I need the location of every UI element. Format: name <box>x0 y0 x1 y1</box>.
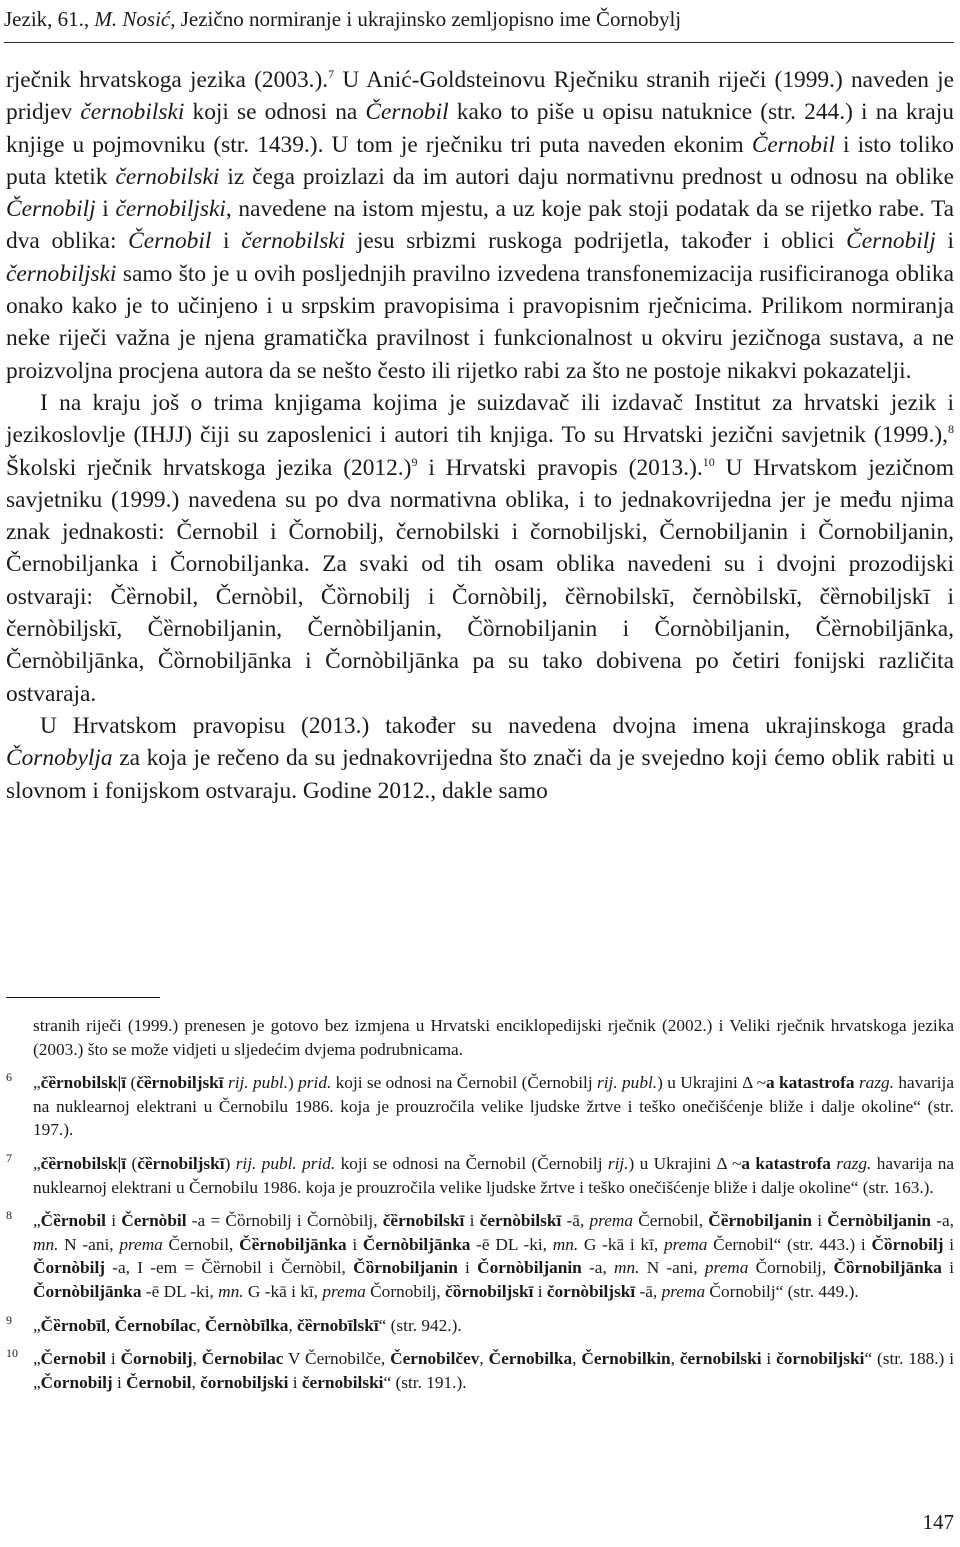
bold-text: Čȍrnobiljānka <box>833 1258 942 1278</box>
italic-text: Černobil <box>751 131 835 158</box>
text-run: „ <box>33 1073 41 1093</box>
text-run: Černobil, <box>633 1211 709 1231</box>
text-run: “ (str. 942.). <box>378 1315 462 1335</box>
text-run: -a, I -em = Čȅrnobil i Černòbil, <box>105 1258 354 1278</box>
footnote <box>6 1014 954 1061</box>
text-run: -a, <box>931 1211 954 1231</box>
text-run: , <box>288 1315 298 1335</box>
text-run: ( <box>126 1153 138 1173</box>
header-author: M. Nosić, <box>94 7 176 31</box>
text-run: “ (str. 191.). <box>383 1372 467 1392</box>
text-run: i <box>457 1258 478 1278</box>
bold-text: čȅrnobilskī <box>382 1211 465 1231</box>
bold-text: čȅrnobiljskī <box>136 1073 224 1093</box>
text-run: kako to piše u opisu natuknice (str. 244.) i na kraju knjige u pojmovniku (str. 1439.). U tom je rječniku tri puta naveden ekonim <box>6 99 954 158</box>
footnote-number: 8 <box>6 1208 12 1223</box>
text-run: koji se odnosi na <box>184 99 366 126</box>
footnote-separator <box>6 997 160 998</box>
paragraph <box>6 387 954 710</box>
footnote-ref: 7 <box>328 67 335 81</box>
italic-text: mn. <box>614 1258 640 1278</box>
paragraph <box>6 64 954 387</box>
bold-text: a katastrofa <box>766 1073 855 1093</box>
text-run: Čornobilj, <box>365 1281 446 1301</box>
italic-text: razg. <box>836 1153 872 1173</box>
text-run: I na kraju još o trima knjigama kojima je suizdavač ili izdavač Institut za hrvatski jezik i jezikoslovlje (IHJJ) čiji su zaposlenici i autori tih knjiga. To su Hrvatski jezični savjetnik (1999.), <box>6 389 954 449</box>
footnote-number: 7 <box>6 1150 12 1165</box>
italic-text: rij. <box>607 1153 629 1173</box>
italic-text: černobilski <box>241 228 346 255</box>
footnote <box>6 1209 954 1303</box>
text-run: -ē DL -ki, <box>141 1281 219 1301</box>
bold-text: Čornòbiljānka <box>33 1281 142 1301</box>
italic-text: černobiljski <box>6 260 117 287</box>
text-run: i <box>112 1372 127 1392</box>
text-run: -ē DL -ki, <box>470 1234 553 1254</box>
bold-text: čȅrnobilsk|ī <box>40 1153 127 1173</box>
text-run: havarija na nuklearnoj elektrani u Černobilu 1986. koja je prouzročila velike ljudske žrtve i teško onečišćenje bliže i dalje okoline“ (str. 197.). <box>33 1073 955 1140</box>
footnote-ref: 8 <box>948 422 954 437</box>
bold-text: černòbilskī <box>479 1211 562 1231</box>
italic-text: razg. <box>858 1073 895 1093</box>
page-number: 147 <box>922 1510 954 1534</box>
text-run: i isto toliko puta ktetik <box>6 131 955 190</box>
text-run: „ <box>33 1153 41 1173</box>
text-run: , navedene na istom mjestu, a uz koje pak stoji podatak da se rijetko rabe. Ta dva oblika: <box>6 196 955 255</box>
text-run: „ <box>33 1315 41 1335</box>
bold-text: černobilski <box>301 1372 384 1392</box>
italic-text: prema <box>704 1258 749 1278</box>
italic-text: mn. <box>218 1281 244 1301</box>
text-run: rječnik hrvatskoga jezika (2003.). <box>6 67 329 93</box>
bold-text: čȍrnobiljskī <box>445 1281 534 1301</box>
bold-text: černobilski <box>679 1349 762 1369</box>
italic-text: prema <box>661 1281 706 1301</box>
text-run: i <box>812 1211 828 1231</box>
footnote-number: 10 <box>6 1346 18 1361</box>
bold-text: Čȅrnobil <box>40 1211 106 1231</box>
text-run: , <box>670 1349 680 1369</box>
bold-text: Čornòbiljanin <box>477 1258 582 1278</box>
bold-text: Čȅrnobiljanin <box>708 1211 813 1231</box>
text-run: U Hrvatskom pravopisu (2013.) također su navedena dvojna imena ukrajinskoga grada <box>40 712 954 739</box>
bold-text: Čȍrnobiljanin <box>353 1258 458 1278</box>
text-run: “ (str. 188.) i „ <box>33 1349 955 1392</box>
text-run: Čornobilj“ (str. 449.). <box>705 1281 859 1301</box>
bold-text: čornobiljski <box>200 1372 289 1392</box>
text-run: i <box>211 228 242 255</box>
text-run: U Hrvatskom jezičnom savjetniku (1999.) navedena su po dva normativna oblika, i to jednakovrijedna jer je među njima znak jednakosti: Černobil i Čornobilj, černobilski i čornobiljski, Černobiljanin i Čornobiljanin, Černobiljanka i Čornobiljanka. Za svaki od tih osam oblika navedeni su i dvojni prozodijski ostvaraji: Čȅrnobil, Černòbil, Čȍrnobilj i Čornòbilj, čȅrnobilskī, černòbilskī, čȅrnobiljskī i černòbiljskī, Čȅrnobiljanin, Černòbiljanin, Čȍrnobiljanin i Čornòbiljanin, Čȅrnobiljānka, Černòbiljānka, Čȍrnobiljānka i Čornòbiljānka pa su tako dobivena po četiri fonijski različita ostvaraja. <box>6 454 954 707</box>
italic-text: rij. publ. <box>227 1073 289 1093</box>
text-run: G -kā i kī, <box>243 1281 323 1301</box>
footnote <box>6 1314 954 1338</box>
running-header <box>4 6 954 32</box>
italic-text: prema <box>663 1234 708 1254</box>
text-run: V Černobilče, <box>283 1349 391 1369</box>
text-run: za koja je rečeno da su jednakovrijedna što znači da je svejedno koji ćemo oblik rabiti u slovnom i fonijskom ostvaraju. Godine 2012., dakle samo <box>6 745 954 804</box>
bold-text: Černobílac <box>114 1315 197 1335</box>
text-run: Školski rječnik hrvatskoga jezika (2012.) <box>6 454 412 481</box>
text-run: „ <box>33 1349 41 1369</box>
text-run: stranih riječi (1999.) prenesen je gotovo bez izmjena u Hrvatski enciklopedijski rječnik (2002.) i Veliki rječnik hrvatskoga jezika (2003.) što se može vidjeti u sljedećim dvjema podrubnicama. <box>33 1016 954 1059</box>
italic-text: černobiljski <box>115 196 226 223</box>
bold-text: Čornobilj <box>120 1349 193 1369</box>
italic-text: Černobilj <box>6 196 96 223</box>
text-run: N -ani, <box>639 1258 705 1278</box>
header-article-title: Jezično normiranje i ukrajinsko zemljopisno ime Čornobylj <box>175 7 682 31</box>
paragraph <box>6 710 954 807</box>
bold-text: čȅrnobilsk|ī <box>40 1073 127 1093</box>
bold-text: Čornòbilj <box>33 1258 106 1278</box>
bold-text: Čȍrnobilj <box>871 1234 944 1254</box>
text-run: -a = Čȍrnobilj i Čornòbilj, <box>186 1211 383 1231</box>
text-run: ( <box>126 1073 137 1093</box>
header-rule <box>4 42 954 43</box>
bold-text: Černòbiljanin <box>827 1211 932 1231</box>
text-run: , <box>105 1315 115 1335</box>
text-run: i <box>105 1349 121 1369</box>
italic-text: mn. <box>33 1234 59 1254</box>
italic-text: černobilski <box>115 163 220 190</box>
footnote <box>6 1347 954 1394</box>
text-run: ) u Ukrajini Δ ~ <box>628 1153 742 1173</box>
italic-text: prema <box>322 1281 366 1301</box>
text-run: „ <box>33 1211 41 1231</box>
text-run: samo što je u ovih posljednjih pravilno izvedena transfonemizacija rusificiranoga oblika onako kako je to učinjeno i u srpskim pravopisima i pravopisnim rječnicima. Prilikom normiranja neke riječi važna je njena gramatička pravilnost i funkcionalnost u okviru jezičnoga sustava, a ne proizvoljna procjena autora da se nešto često ili rijetko rabi za što ne postoje nikakvi pokazatelji. <box>6 260 954 384</box>
bold-text: Černobilčev <box>390 1349 480 1369</box>
bold-text: Černobilkin <box>581 1349 671 1369</box>
text-run: ) u Ukrajini Δ ~ <box>657 1073 767 1093</box>
text-run: N -ani, <box>58 1234 120 1254</box>
bold-text: čȅrnobiljskī <box>137 1153 225 1173</box>
text-run: , <box>572 1349 582 1369</box>
bold-text: čȅrnobīlskī <box>297 1315 379 1335</box>
text-run: i Hrvatski pravopis (2013.). <box>417 454 703 481</box>
bold-text: čornobiljski <box>776 1349 865 1369</box>
text-run: i <box>943 1234 954 1254</box>
italic-text: Černobilj <box>846 228 936 255</box>
italic-text: prid. <box>298 1073 332 1093</box>
bold-text: Čornobilj <box>40 1372 113 1392</box>
text-run: i <box>346 1234 363 1254</box>
footnote <box>6 1152 954 1199</box>
footnote-ref: 9 <box>411 454 418 469</box>
text-run: Čornobilj, <box>748 1258 834 1278</box>
text-run: i <box>288 1372 302 1392</box>
bold-text: čornòbiljskī <box>546 1281 636 1301</box>
bold-text: Čȅrnobīl <box>40 1315 106 1335</box>
text-run: koji se odnosi na Černobil (Černobilj <box>335 1153 608 1173</box>
text-run: , <box>196 1315 205 1335</box>
body-text <box>6 64 954 807</box>
text-run: , <box>192 1349 202 1369</box>
text-run: iz čega proizlazi da im autori daju normativnu prednost u odnosu na oblike <box>219 163 954 190</box>
bold-text: a katastrofa <box>741 1153 831 1173</box>
text-run: , <box>191 1372 201 1392</box>
footnote <box>6 1071 954 1142</box>
text-run: ) <box>288 1073 299 1093</box>
text-run: i <box>941 1258 954 1278</box>
bold-text: Černobilka <box>488 1349 573 1369</box>
footnote-number: 6 <box>6 1070 12 1085</box>
italic-text: prema <box>119 1234 163 1254</box>
italic-text: mn. <box>552 1234 579 1254</box>
italic-text: černobilski <box>80 99 185 126</box>
italic-text: Černobil <box>365 99 449 126</box>
italic-text: prema <box>589 1211 634 1231</box>
text-run: Černobil, <box>162 1234 240 1254</box>
text-run: havarija na nuklearnoj elektrani u Černobilu 1986. koja je prouzročila velike ljudske žrtve i teško onečišćenje bliže i dalje okoline“ (str. 163.). <box>33 1153 955 1197</box>
bold-text: Černobilac <box>201 1349 284 1369</box>
header-journal: Jezik, 61., <box>4 7 95 31</box>
text-run: U Anić-Goldsteinovu Rječniku stranih riječi (1999.) naveden je pridjev <box>6 67 954 126</box>
text-run: ) <box>224 1153 236 1173</box>
text-run: i <box>105 1211 122 1231</box>
footnote-number: 9 <box>6 1312 12 1327</box>
bold-text: Černobil <box>126 1372 192 1392</box>
text-run: koji se odnosi na Černobil (Černobilj <box>331 1073 598 1093</box>
text-run: i <box>95 196 116 223</box>
text-run: i <box>935 228 955 255</box>
text-run: G -kā i kī, <box>578 1234 664 1254</box>
italic-text: rij. publ. <box>597 1073 658 1093</box>
text-run: i <box>761 1349 777 1369</box>
italic-text: rij. publ. prid. <box>235 1153 336 1173</box>
text-run: -a, <box>581 1258 615 1278</box>
bold-text: Černòbil <box>121 1211 187 1231</box>
bold-text: Černòbīlka <box>204 1315 289 1335</box>
text-run: jesu srbizmi ruskoga podrijetla, također i oblici <box>345 228 847 255</box>
italic-text: Čornobylja <box>6 745 113 772</box>
bold-text: Černobil <box>40 1349 106 1369</box>
text-run: Černobil“ (str. 443.) i <box>707 1234 872 1254</box>
text-run: -ā, <box>561 1211 590 1231</box>
text-run: -ā, <box>635 1281 662 1301</box>
bold-text: Černòbiljānka <box>362 1234 471 1254</box>
italic-text: Černobil <box>128 228 212 255</box>
footnotes <box>6 1014 954 1394</box>
text-run: , <box>479 1349 489 1369</box>
text-run: i <box>464 1211 480 1231</box>
footnote-ref: 10 <box>702 454 715 469</box>
bold-text: Čȅrnobiljānka <box>239 1234 347 1254</box>
text-run: i <box>533 1281 547 1301</box>
